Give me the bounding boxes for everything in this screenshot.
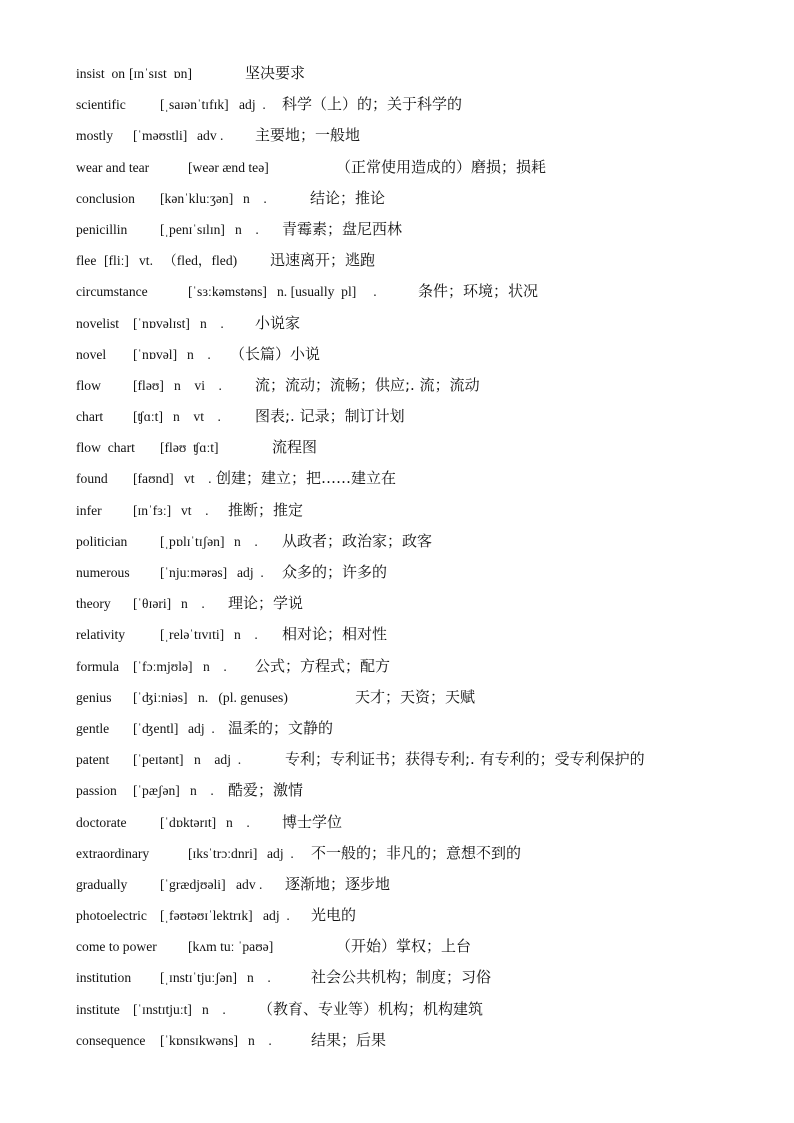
vocab-entry <box>76 526 776 557</box>
vocab-meaning: 相对论；相对性 <box>282 625 388 644</box>
vocab-pos: n adj . <box>194 752 242 768</box>
vocab-word: doctorate <box>76 814 127 830</box>
vocab-phonetic: [ˈʤiːniəs] <box>133 689 188 705</box>
vocab-phonetic: [ˈθɪəri] <box>133 596 172 612</box>
vocab-entry <box>76 89 776 120</box>
vocab-word: numerous <box>76 565 130 580</box>
vocab-word: formula <box>76 658 120 674</box>
vocab-entry <box>76 838 776 869</box>
vocab-pos: adj . <box>188 720 215 736</box>
vocab-pos: n . <box>202 1001 226 1017</box>
vocab-meaning: 酷爱；激情 <box>228 781 304 800</box>
vocab-entry <box>76 744 776 775</box>
vocab-phonetic: [ˈnɒvəl] <box>133 346 178 362</box>
vocab-phonetic: [ˌsaɪənˈtɪfɪk] <box>160 97 229 113</box>
vocab-phonetic: [ˈɪnstɪtjuːt] <box>133 1001 192 1017</box>
vocab-word: novelist <box>76 315 120 331</box>
vocab-pos: adv . <box>197 128 224 144</box>
vocab-word: come to power <box>76 939 157 955</box>
vocab-phonetic: [ʧɑːt] <box>133 409 163 425</box>
vocab-entry <box>76 775 776 806</box>
vocab-meaning: （长篇）小说 <box>230 344 321 363</box>
vocab-meaning: 创建；建立；把……建立在 <box>216 469 397 488</box>
vocab-word: passion <box>76 783 117 799</box>
vocab-word: institution <box>76 970 132 986</box>
vocab-word: scientific <box>76 97 126 113</box>
vocab-phonetic: [kənˈkluːʒən] <box>160 190 234 206</box>
vocab-pos: n . <box>247 970 271 986</box>
vocab-word: genius <box>76 689 112 705</box>
vocab-word: gentle <box>76 720 110 736</box>
vocab-phonetic: [ˈpeɪtənt] <box>133 752 184 768</box>
vocab-entry <box>76 58 776 89</box>
vocab-phonetic: [ˈsɜːkəmstəns] <box>188 284 267 300</box>
vocab-word: insist on <box>76 66 126 81</box>
vocab-phonetic: [ˈnjuːmərəs] <box>160 565 228 580</box>
vocab-meaning: 推断；推定 <box>228 500 304 519</box>
vocab-entry <box>76 183 776 214</box>
vocab-entry <box>76 370 776 401</box>
vocab-meaning: 图表;. 记录；制订计划 <box>255 407 405 426</box>
vocab-meaning: 青霉素；盘尼西林 <box>282 219 403 238</box>
vocab-pos: n . <box>203 658 227 674</box>
vocab-phonetic: [ˌɪnstɪˈtjuːʃən] <box>160 970 238 986</box>
vocab-entry <box>76 807 776 838</box>
vocab-meaning: 逐渐地；逐步地 <box>285 874 391 893</box>
vocab-pos: n . <box>200 315 224 331</box>
vocab-entry <box>76 900 776 931</box>
vocab-meaning: 流；流动；流畅；供应;. 流；流动 <box>255 375 480 394</box>
vocab-pos: n . <box>243 190 267 206</box>
vocab-word: patent <box>76 752 110 768</box>
vocab-word: relativity <box>76 627 126 643</box>
vocab-pos: vt. （fled，fled) <box>139 253 238 269</box>
vocab-phonetic: [faʊnd] <box>133 471 174 487</box>
vocab-entry <box>76 308 776 339</box>
vocab-meaning: 坚决要求 <box>245 64 306 82</box>
vocab-entry <box>76 276 776 307</box>
vocab-entry <box>76 495 776 526</box>
vocab-pos: n. [usually pl] . <box>277 284 377 300</box>
vocab-word: politician <box>76 533 128 549</box>
vocab-entry <box>76 588 776 619</box>
vocab-meaning: 科学（上）的；关于科学的 <box>282 95 463 114</box>
vocab-pos: n . <box>235 221 259 237</box>
vocab-word: flee <box>76 253 97 269</box>
vocab-word: wear and tear <box>76 159 150 175</box>
vocab-word: gradually <box>76 876 128 892</box>
vocab-pos: n vi . <box>174 377 222 393</box>
vocab-entry <box>76 1025 776 1056</box>
vocab-phonetic: [ˈnɒvəlɪst] <box>133 315 190 331</box>
vocab-meaning: 主要地；一般地 <box>255 126 361 145</box>
vocab-meaning: 条件；环境；状况 <box>418 282 539 301</box>
vocab-pos: vt . <box>181 502 209 518</box>
vocab-word: consequence <box>76 1032 146 1048</box>
vocab-phonetic: [ˈʤentl] <box>133 720 179 736</box>
vocab-phonetic: [fləʊ ʧɑːt] <box>160 440 219 456</box>
vocab-entry <box>76 339 776 370</box>
vocab-phonetic: [ˌreləˈtɪvɪti] <box>160 627 225 643</box>
vocab-phonetic: [ˈməʊstli] <box>133 128 188 144</box>
vocab-phonetic: [ˈkɒnsɪkwəns] <box>160 1032 239 1048</box>
vocab-word: institute <box>76 1001 120 1017</box>
vocab-meaning: 公式；方程式；配方 <box>255 656 391 675</box>
vocab-phonetic: [weər ænd teə] <box>188 159 269 175</box>
vocab-pos: n. (pl. genuses) <box>198 689 288 705</box>
vocab-pos: vt . <box>184 471 212 487</box>
vocab-meaning: 博士学位 <box>282 812 343 831</box>
vocab-meaning: 众多的；许多的 <box>282 563 388 581</box>
vocab-entry <box>76 651 776 682</box>
vocab-word: found <box>76 471 108 487</box>
vocab-entry <box>76 869 776 900</box>
vocab-phonetic: [kʌm tuː ˈpaʊə] <box>188 939 274 955</box>
vocab-entry <box>76 994 776 1025</box>
vocab-pos: adj . <box>263 908 290 924</box>
vocab-entry <box>76 931 776 962</box>
vocab-word: circumstance <box>76 284 148 300</box>
vocab-phonetic: [ɪnˈfɜː] <box>133 502 172 518</box>
vocab-entry <box>76 401 776 432</box>
vocab-pos: n . <box>234 627 258 643</box>
vocab-pos: n . <box>190 783 214 799</box>
vocab-pos: n . <box>234 533 258 549</box>
vocab-meaning: （开始）掌权；上台 <box>336 937 472 956</box>
vocab-pos: n . <box>248 1032 272 1048</box>
vocab-phonetic: [ˌpɒlɪˈtɪʃən] <box>160 533 225 549</box>
vocab-phonetic: [ɪnˈsɪst ɒn] <box>129 66 192 81</box>
vocab-pos: adj . <box>239 97 266 113</box>
vocab-phonetic: [ˈgrædjʊəli] <box>160 876 226 892</box>
vocab-meaning: （教育、专业等）机构；机构建筑 <box>258 999 484 1018</box>
vocab-meaning: 迅速离开；逃跑 <box>270 251 376 270</box>
vocab-meaning: 不一般的；非凡的；意想不到的 <box>311 843 522 862</box>
vocab-pos: n . <box>187 346 211 362</box>
vocab-meaning: 社会公共机构；制度；习俗 <box>311 968 492 987</box>
vocab-pos: n vt . <box>173 409 221 425</box>
vocab-word: penicillin <box>76 221 128 237</box>
vocab-entry <box>76 152 776 183</box>
vocab-word: infer <box>76 502 102 518</box>
vocab-meaning: 温柔的；文静的 <box>228 718 334 737</box>
vocab-word: chart <box>76 409 104 425</box>
vocab-phonetic: [fləʊ] <box>133 377 164 393</box>
vocabulary-list <box>76 58 776 1056</box>
vocab-meaning: 从政者；政治家；政客 <box>282 531 433 550</box>
vocab-entry <box>76 463 776 494</box>
vocab-meaning: 天才；天资；天赋 <box>355 687 476 706</box>
vocab-phonetic: [fliː] <box>104 253 129 269</box>
vocab-entry <box>76 557 776 588</box>
vocab-meaning: 结果；后果 <box>311 1030 387 1049</box>
vocab-word: theory <box>76 596 111 612</box>
vocab-word: flow chart <box>76 440 135 456</box>
vocab-meaning: 流程图 <box>272 438 318 457</box>
vocab-pos: n . <box>226 814 250 830</box>
vocab-phonetic: [ˌfəʊtəʊɪˈlektrɪk] <box>160 908 253 924</box>
vocab-pos: adv . <box>236 876 263 892</box>
vocab-meaning: 专利；专利证书；获得专利;. 有专利的；受专利保护的 <box>285 750 645 769</box>
vocab-word: conclusion <box>76 190 135 206</box>
vocab-phonetic: [ˈdɒktərɪt] <box>160 814 217 830</box>
vocab-word: novel <box>76 346 107 362</box>
vocab-word: mostly <box>76 128 114 144</box>
vocab-meaning: 结论；推论 <box>310 188 386 207</box>
vocab-phonetic: [ˈpæʃən] <box>133 783 180 799</box>
vocab-word: photoelectric <box>76 908 147 924</box>
vocab-entry <box>76 432 776 463</box>
vocab-phonetic: [ˌpenɪˈsɪlɪn] <box>160 221 225 237</box>
vocab-entry <box>76 214 776 245</box>
vocab-entry <box>76 713 776 744</box>
vocab-meaning: 理论；学说 <box>228 594 304 613</box>
vocab-pos: adj . <box>267 845 294 861</box>
vocab-pos: adj . <box>237 565 264 580</box>
vocab-entry <box>76 619 776 650</box>
vocab-word: extraordinary <box>76 845 150 861</box>
vocab-entry <box>76 962 776 993</box>
vocab-entry <box>76 120 776 151</box>
vocab-entry <box>76 682 776 713</box>
vocab-pos: n . <box>181 596 205 612</box>
vocab-phonetic: [ˈfɔːmjʊlə] <box>133 658 193 674</box>
vocab-meaning: （正常使用造成的）磨损；损耗 <box>336 157 547 176</box>
vocab-meaning: 光电的 <box>311 906 357 925</box>
vocab-phonetic: [ɪksˈtrɔːdnri] <box>188 845 258 861</box>
vocab-meaning: 小说家 <box>255 313 301 332</box>
vocab-entry <box>76 245 776 276</box>
vocab-word: flow <box>76 377 101 393</box>
